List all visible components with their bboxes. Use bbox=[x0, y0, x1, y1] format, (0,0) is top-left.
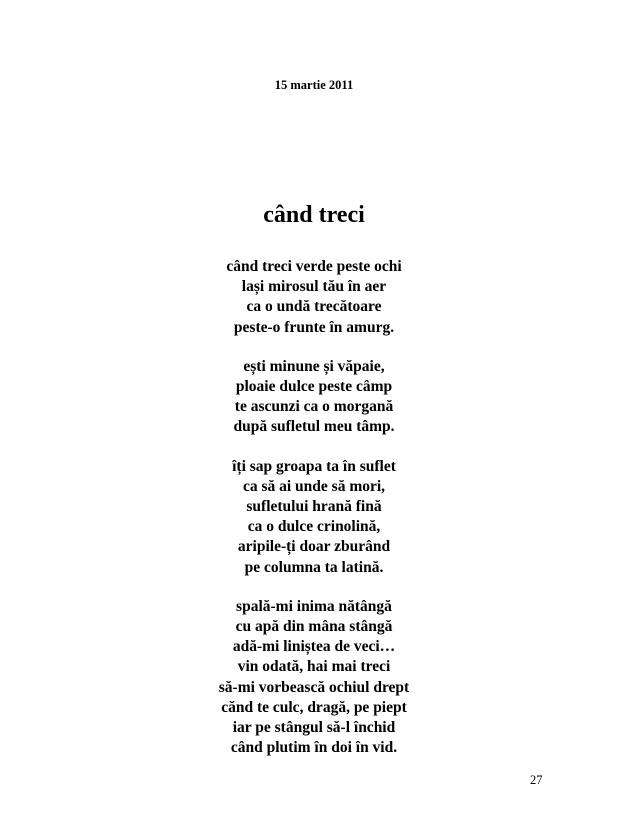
poem-line: te ascunzi ca o morgană bbox=[234, 398, 394, 416]
poem-body bbox=[0, 257, 628, 777]
poem-line: pe columna ta latină. bbox=[244, 558, 384, 576]
stanza-2 bbox=[0, 357, 628, 438]
poem-line: sufletului hrană fină bbox=[246, 498, 382, 516]
poem-line: vin odată, hai mai treci bbox=[237, 658, 391, 676]
poem-line: lași mirosul tău în aer bbox=[241, 278, 387, 296]
poem-line: iar pe stângul să-l închid bbox=[232, 719, 396, 737]
page-number: 27 bbox=[530, 773, 543, 787]
stanza-1 bbox=[0, 257, 628, 338]
poem-line: când treci verde peste ochi bbox=[226, 258, 402, 275]
poem-line: ploaie dulce peste câmp bbox=[235, 378, 393, 396]
poem-line: să-mi vorbească ochiul drept bbox=[218, 678, 410, 696]
poem-title: când treci bbox=[263, 202, 365, 228]
poem-line: cănd te culc, dragă, pe piept bbox=[221, 698, 407, 716]
poem-line: cu apă din mâna stângă bbox=[235, 618, 393, 636]
poem-line: ca o dulce crinolină, bbox=[247, 518, 381, 536]
poem-line: ca o undă trecătoare bbox=[246, 298, 382, 316]
date-header: 15 martie 2011 bbox=[274, 78, 354, 92]
poem-line: ca să ai unde să mori, bbox=[242, 477, 386, 495]
poem-line: aripile-ți doar zburând bbox=[237, 538, 391, 556]
poem-line: adă-mi liniștea de veci… bbox=[232, 638, 396, 656]
stanza-3 bbox=[0, 457, 628, 578]
poem-line: când plutim în doi în vid. bbox=[230, 739, 398, 757]
poem-line: ești minune și văpaie, bbox=[243, 357, 385, 375]
poem-line: spală-mi inima nătângă bbox=[236, 597, 392, 615]
poem-line: peste-o frunte în amurg. bbox=[233, 318, 395, 336]
poem-line: îți sap groapa ta în suflet bbox=[232, 457, 396, 475]
stanza-4 bbox=[0, 597, 628, 759]
poem-line: după sufletul meu tâmp. bbox=[233, 418, 395, 436]
